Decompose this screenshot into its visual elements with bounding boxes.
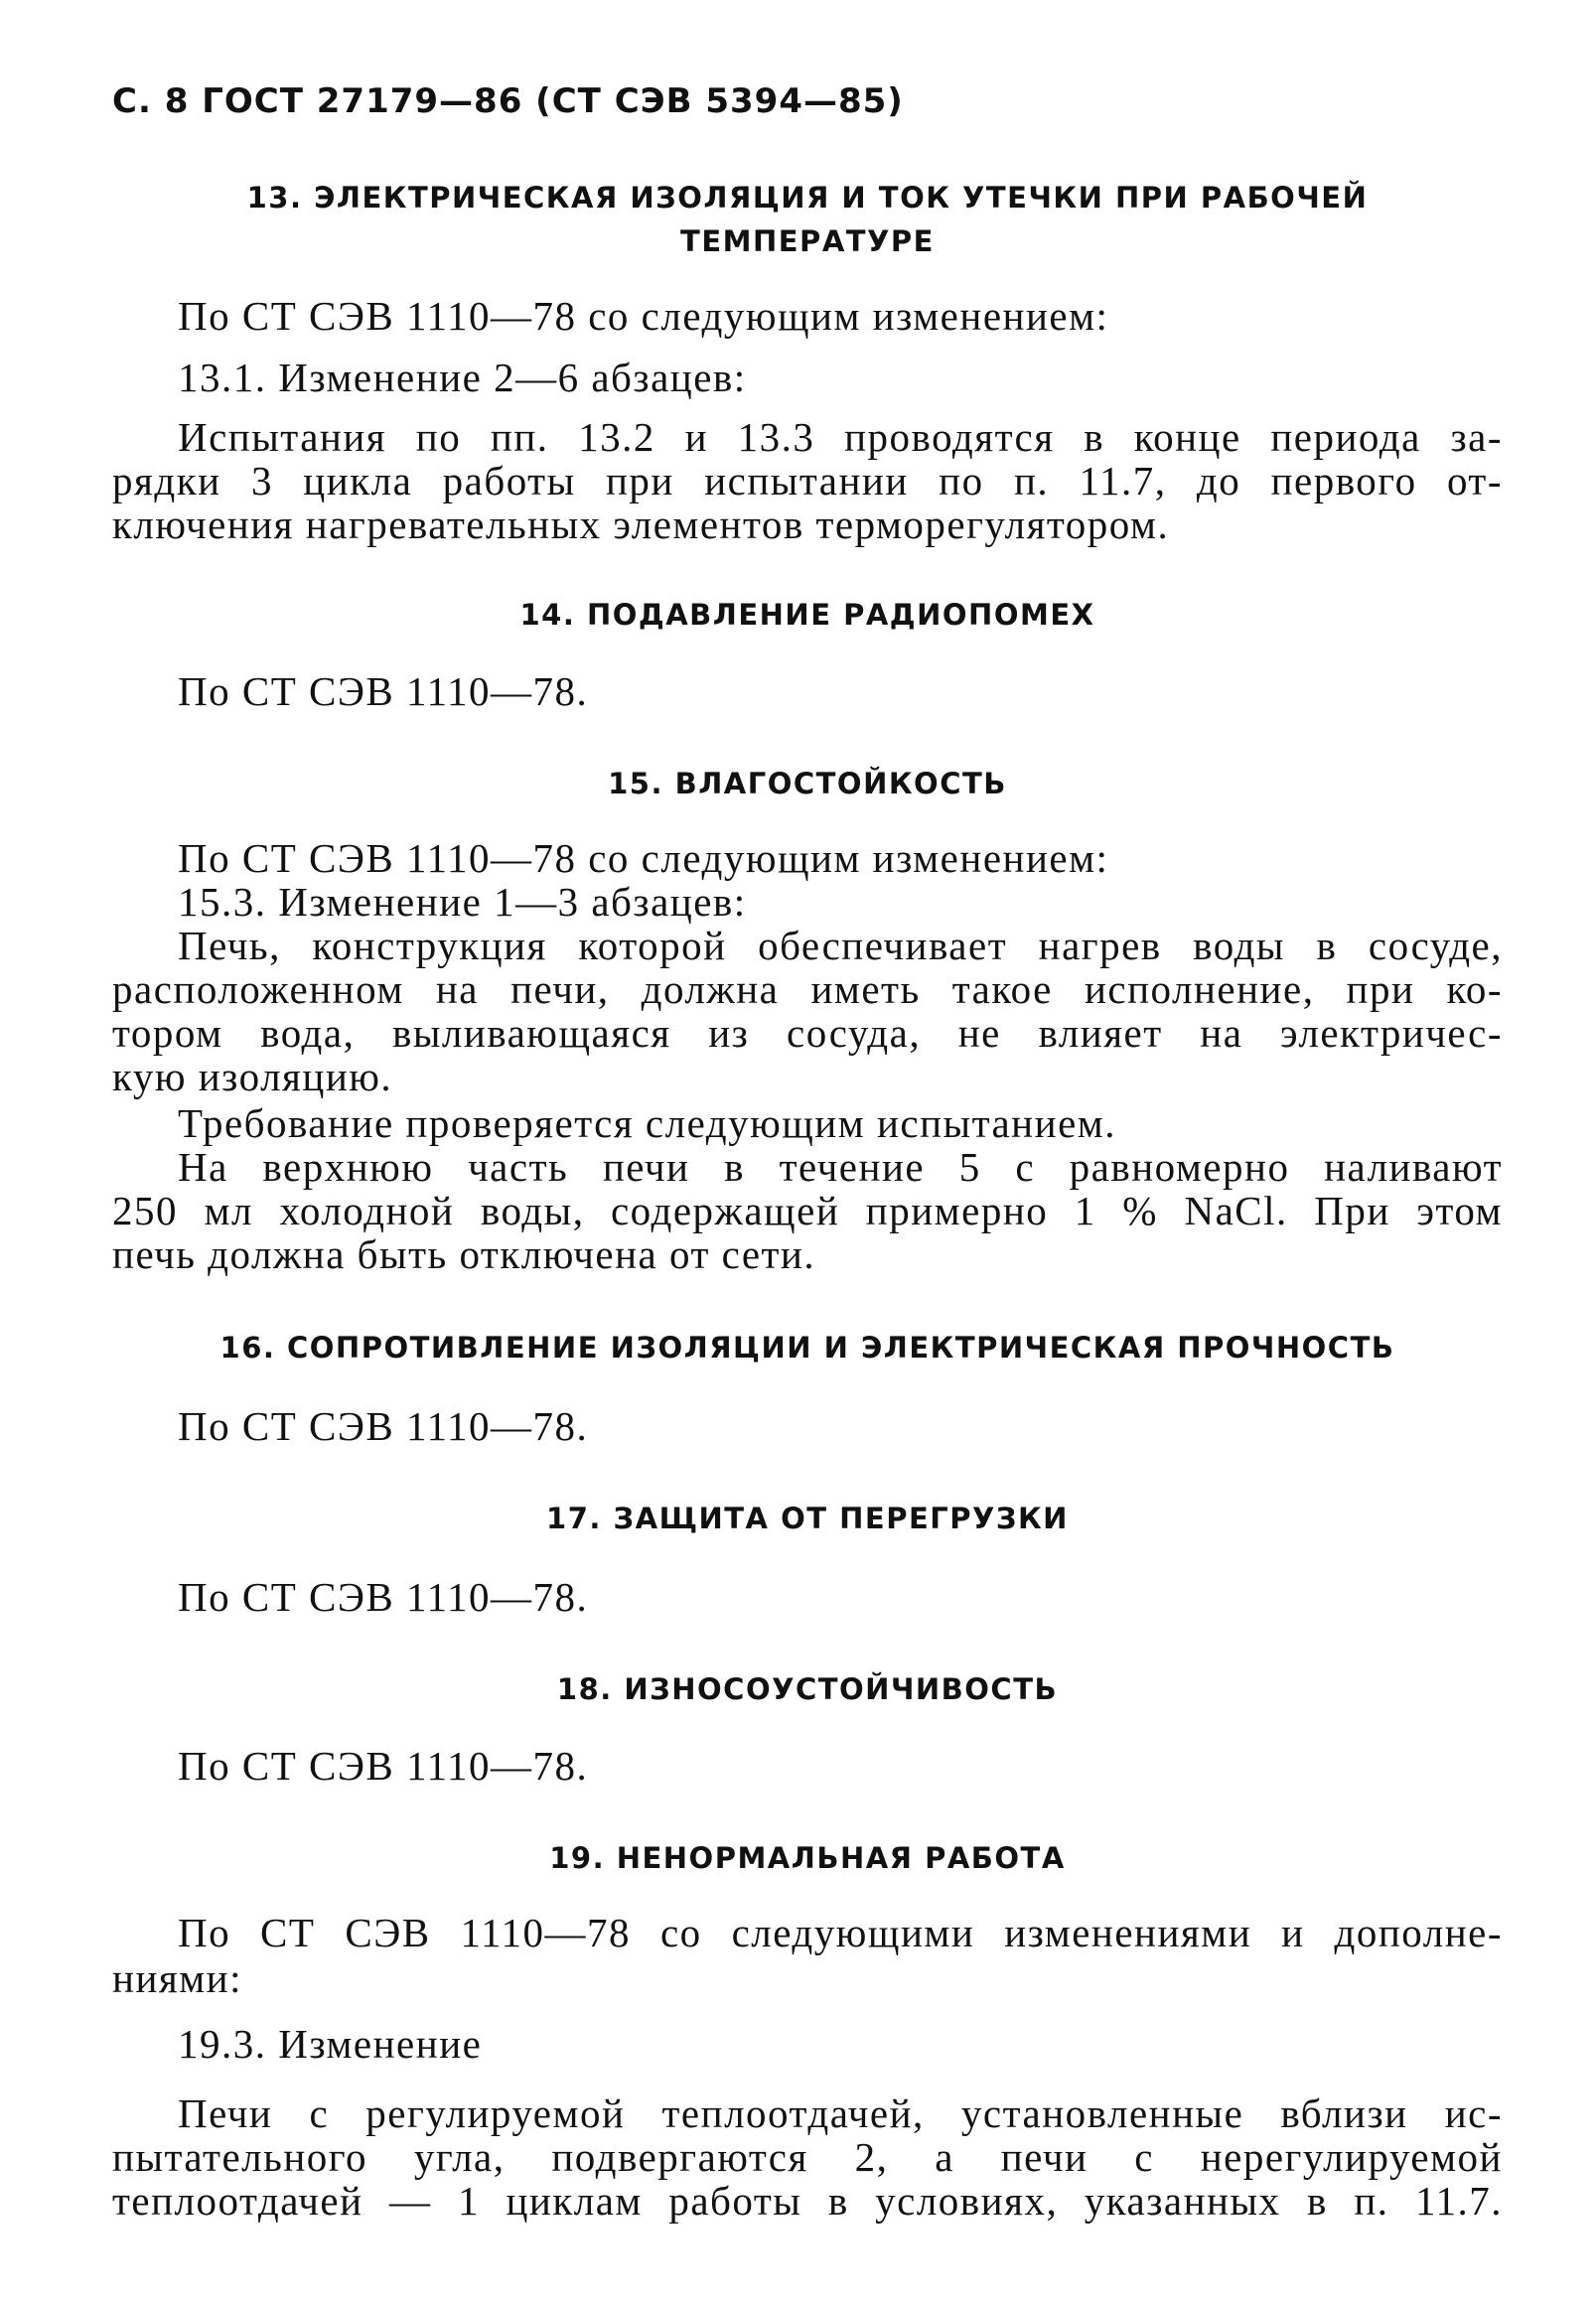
section-14-heading: 14. ПОДАВЛЕНИЕ РАДИОПОМЕХ <box>519 598 1095 632</box>
section-15-clause: 15.3. Изменение 1—3 абзацев: <box>178 879 747 925</box>
section-13-text-line1: Испытания по пп. 13.2 и 13.3 проводятся в конце периода за- <box>178 414 1503 460</box>
section-15-text2: Требование проверяется следующим испытанием. <box>178 1100 1116 1146</box>
section-17-heading: 17. ЗАЩИТА ОТ ПЕРЕГРУЗКИ <box>546 1502 1069 1535</box>
section-15-heading: 15. ВЛАГОСТОЙКОСТЬ <box>608 767 1007 800</box>
section-19-intro-line1: По СТ СЭВ 1110—78 со следующими изменениями и дополне- <box>178 1910 1503 1955</box>
section-13-intro: По СТ СЭВ 1110—78 со следующим изменением: <box>178 293 1109 339</box>
section-19-text-line1: Печи с регулируемой теплоотдачей, установленные вблизи ис- <box>178 2090 1503 2136</box>
section-13-heading-line1: 13. ЭЛЕКТРИЧЕСКАЯ ИЗОЛЯЦИЯ И ТОК УТЕЧКИ ПРИ РАБОЧЕЙ <box>246 181 1369 215</box>
section-15-text3-line3: печь должна быть отключена от сети. <box>112 1231 816 1277</box>
section-13-text-line2: рядки 3 цикла работы при испытании по п. 11.7, до первого от- <box>112 458 1503 503</box>
section-13-clause: 13.1. Изменение 2—6 абзацев: <box>178 355 747 400</box>
section-15-intro: По СТ СЭВ 1110—78 со следующим изменением: <box>178 835 1109 881</box>
section-15-text1-line4: кую изоляцию. <box>112 1054 393 1099</box>
section-19-text-line2: пытательного угла, подвергаются 2, а печи с нерегулируемой <box>112 2134 1503 2180</box>
section-17-text: По СТ СЭВ 1110—78. <box>178 1574 589 1620</box>
running-head: С. 8 ГОСТ 27179—86 (СТ СЭВ 5394—85) <box>112 81 904 121</box>
section-19-heading: 19. НЕНОРМАЛЬНАЯ РАБОТА <box>549 1841 1066 1875</box>
section-19-text-line3: теплоотдачей — 1 циклам работы в условиях, указанных в п. 11.7. <box>112 2178 1503 2224</box>
section-19-intro-line2: ниями: <box>112 1955 243 2001</box>
section-13-text-line3: ключения нагревательных элементов терморегулятором. <box>112 502 1170 547</box>
section-15-text1-line3: тором вода, выливающаяся из сосуда, не влияет на электричес- <box>112 1010 1503 1056</box>
section-13-heading-line2: ТЕМПЕРАТУРЕ <box>680 224 935 258</box>
section-19-clause: 19.3. Изменение <box>178 2021 483 2067</box>
section-16-text: По СТ СЭВ 1110—78. <box>178 1403 589 1449</box>
section-18-heading: 18. ИЗНОСОУСТОЙЧИВОСТЬ <box>556 1672 1059 1706</box>
section-16-heading: 16. СОПРОТИВЛЕНИЕ ИЗОЛЯЦИИ И ЭЛЕКТРИЧЕСКАЯ ПРОЧНОСТЬ <box>219 1331 1395 1365</box>
section-15-text1-line2: расположенном на печи, должна иметь такое исполнение, при ко- <box>112 966 1503 1012</box>
section-15-text1-line1: Печь, конструкция которой обеспечивает нагрев воды в сосуде, <box>178 923 1503 968</box>
section-14-text: По СТ СЭВ 1110—78. <box>178 668 589 714</box>
section-18-text: По СТ СЭВ 1110—78. <box>178 1743 589 1789</box>
section-15-text3-line2: 250 мл холодной воды, содержащей примерно 1 % NaCl. При этом <box>112 1188 1503 1233</box>
section-15-text3-line1: На верхнюю часть печи в течение 5 с равномерно наливают <box>178 1144 1503 1190</box>
